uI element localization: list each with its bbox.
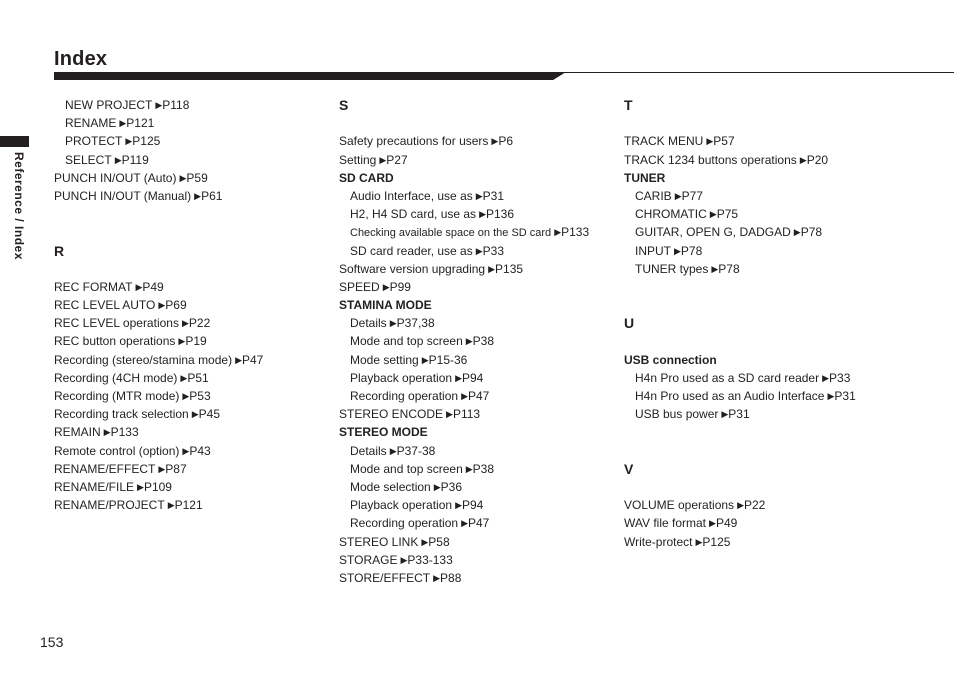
page-arrow-icon: ▶: [158, 300, 166, 311]
page-arrow-icon: ▶: [706, 136, 714, 147]
section-spacer: [624, 278, 914, 314]
side-tab-marker: [0, 136, 29, 147]
index-entry: [624, 242, 914, 260]
index-entry-term: Playback operation: [350, 370, 453, 385]
page-arrow-icon: ▶: [179, 172, 187, 183]
index-entry: [624, 369, 914, 387]
page-reference: P94: [462, 370, 484, 385]
section-spacer: [54, 260, 344, 278]
page-reference: P37,38: [396, 316, 435, 331]
index-entry: [54, 96, 344, 114]
page-arrow-icon: ▶: [465, 463, 473, 474]
index-entry: [54, 496, 344, 514]
page-arrow-icon: ▶: [455, 372, 462, 383]
page-reference: P6: [498, 134, 514, 149]
page-reference: P75: [716, 207, 739, 222]
index-entry: [54, 278, 344, 296]
page-arrow-icon: ▶: [167, 500, 175, 511]
index-entry-term: H4n Pro used as a SD card reader: [635, 370, 820, 385]
index-entry: [54, 369, 344, 387]
page-arrow-icon: ▶: [135, 281, 143, 292]
index-entry-term: Remote control (option): [54, 443, 180, 458]
index-group-heading: [624, 351, 914, 369]
index-entry: [624, 132, 914, 150]
index-entry: [339, 187, 629, 205]
page-reference: P45: [198, 407, 221, 422]
page-arrow-icon: ▶: [178, 336, 186, 347]
index-entry-term: Recording operation: [350, 516, 459, 531]
index-entry: [624, 187, 914, 205]
page-arrow-icon: ▶: [479, 209, 486, 220]
page-arrow-icon: ▶: [103, 427, 111, 438]
page-arrow-icon: ▶: [389, 445, 397, 456]
index-entry-term: VOLUME operations: [624, 498, 735, 513]
section-spacer: [339, 114, 629, 132]
page-arrow-icon: ▶: [421, 354, 429, 365]
index-entry: [54, 423, 344, 441]
page-arrow-icon: ▶: [194, 190, 202, 201]
page-reference: P36: [440, 479, 462, 494]
index-entry-term: SD card reader, use as: [350, 243, 473, 258]
section-spacer: [624, 332, 914, 350]
page-reference: P31: [728, 407, 750, 422]
page-reference: P77: [681, 188, 703, 203]
page-arrow-icon: ▶: [379, 154, 387, 165]
index-entry-term: TRACK MENU: [624, 134, 704, 149]
index-entry: [339, 533, 629, 551]
index-entry-term: Recording (4CH mode): [54, 370, 178, 385]
index-entry: [339, 278, 629, 296]
page-arrow-icon: ▶: [382, 281, 390, 292]
page-reference: P99: [389, 279, 411, 294]
page-arrow-icon: ▶: [137, 481, 144, 492]
index-entry: [54, 351, 344, 369]
section-spacer: [624, 114, 914, 132]
index-entry-term: REC LEVEL operations: [54, 316, 179, 331]
index-entry-term: PROTECT: [65, 134, 123, 149]
index-entry-term: H2, H4 SD card, use as: [350, 207, 477, 222]
page-reference: P22: [188, 316, 211, 331]
page-reference: P47: [242, 352, 264, 367]
index-entry-term: WAV file format: [624, 516, 707, 531]
side-tab-label: Reference / Index: [12, 152, 26, 260]
page-reference: P109: [143, 479, 172, 494]
page-arrow-icon: ▶: [793, 227, 801, 238]
page-reference: P121: [126, 116, 155, 131]
page-arrow-icon: ▶: [461, 518, 468, 529]
page-reference: P31: [482, 188, 505, 203]
index-entry-term: PUNCH IN/OUT (Auto): [54, 170, 177, 185]
page-reference: P58: [428, 534, 450, 549]
page-reference: P94: [462, 498, 484, 513]
index-entry-term: STEREO MODE: [339, 425, 428, 440]
index-entry-term: CHROMATIC: [635, 207, 707, 222]
page-reference: P59: [186, 170, 208, 185]
page-reference: P43: [189, 443, 211, 458]
page-reference: P51: [187, 370, 209, 385]
index-entry-term: REMAIN: [54, 425, 101, 440]
page-reference: P61: [201, 188, 223, 203]
page-reference: P15-36: [428, 352, 468, 367]
index-group-heading: [339, 169, 629, 187]
page-arrow-icon: ▶: [400, 554, 408, 565]
page-reference: P47: [468, 516, 490, 531]
page-reference: P20: [806, 152, 829, 167]
index-group-heading: [339, 423, 629, 441]
index-entry-term: Details: [350, 316, 387, 331]
index-entry-term: REC button operations: [54, 334, 176, 349]
index-entry: [339, 442, 629, 460]
page-reference: P133: [561, 225, 590, 240]
index-entry-term: Recording (MTR mode): [54, 389, 180, 404]
page-reference: P33-133: [407, 552, 453, 567]
page-arrow-icon: ▶: [181, 318, 189, 329]
index-entry: [339, 205, 629, 223]
index-group-heading: [624, 169, 914, 187]
index-entry-term: SD CARD: [339, 170, 394, 185]
index-entry-term: USB connection: [624, 352, 717, 367]
index-entry: [54, 296, 344, 314]
index-entry-term: H4n Pro used as an Audio Interface: [635, 389, 825, 404]
index-entry-term: Mode and top screen: [350, 461, 463, 476]
section-spacer: [54, 205, 344, 241]
index-entry: [54, 114, 344, 132]
index-entry: [624, 496, 914, 514]
section-letter-heading: U: [624, 315, 635, 332]
index-entry-term: SPEED: [339, 279, 380, 294]
page-reference: P119: [121, 152, 149, 167]
page-reference: P78: [718, 261, 740, 276]
index-entry-term: Write-protect: [624, 534, 693, 549]
index-entry: [339, 496, 629, 514]
page-reference: P33: [482, 243, 505, 258]
index-entry: [54, 405, 344, 423]
index-entry-term: Checking available space on the SD card: [350, 227, 552, 240]
index-entry-term: RENAME/PROJECT: [54, 498, 165, 513]
page-arrow-icon: ▶: [822, 372, 830, 383]
page-reference: P49: [142, 279, 164, 294]
page-reference: P87: [165, 461, 187, 476]
index-column-3: [624, 96, 914, 551]
page-arrow-icon: ▶: [446, 409, 453, 420]
page-arrow-icon: ▶: [155, 100, 163, 110]
page-arrow-icon: ▶: [421, 536, 429, 547]
page-reference: P33: [829, 370, 851, 385]
page-reference: P135: [495, 261, 524, 276]
index-entry-term: SELECT: [65, 152, 112, 167]
index-column-1: [54, 96, 344, 514]
index-entry-term: Recording operation: [350, 389, 459, 403]
index-entry-term: Software version upgrading: [339, 261, 486, 276]
index-entry-term: INPUT: [635, 243, 671, 258]
index-entry: [54, 478, 344, 496]
index-entry: [54, 387, 344, 405]
page-reference: P57: [713, 134, 735, 149]
section-letter-heading: R: [54, 242, 65, 259]
index-entry-term: Details: [350, 443, 387, 458]
index-entry-term: Mode selection: [350, 479, 431, 494]
index-entry-term: Playback operation: [350, 498, 453, 513]
index-entry: [339, 551, 629, 569]
header-rule-thick: [54, 72, 566, 80]
index-entry-term: RENAME/EFFECT: [54, 461, 156, 476]
page-reference: P88: [440, 570, 462, 585]
page-reference: P38: [472, 461, 495, 476]
page-title: Index: [54, 48, 108, 70]
index-entry: [54, 187, 344, 205]
index-entry: [339, 405, 629, 423]
page-arrow-icon: ▶: [433, 481, 441, 492]
index-entry: [624, 151, 914, 169]
page-arrow-icon: ▶: [180, 372, 188, 383]
page-arrow-icon: ▶: [488, 263, 496, 274]
index-entry: [339, 387, 629, 405]
index-entry-term: TUNER types: [635, 261, 709, 276]
page-arrow-icon: ▶: [235, 354, 242, 365]
section-letter-heading: T: [624, 97, 633, 113]
index-entry-term: Mode and top screen: [350, 334, 463, 349]
index-entry: [624, 405, 914, 423]
index-entry: [339, 514, 629, 532]
index-entry-term: Setting: [339, 152, 377, 167]
page-arrow-icon: ▶: [475, 245, 483, 256]
index-entry-term: Audio Interface, use as: [350, 188, 473, 203]
index-entry: [54, 151, 344, 169]
page-arrow-icon: ▶: [721, 409, 729, 420]
index-entry: [339, 242, 629, 260]
page-arrow-icon: ▶: [711, 263, 719, 274]
page-number: 153: [40, 634, 64, 650]
page-arrow-icon: ▶: [455, 500, 462, 511]
page-reference: P118: [162, 98, 190, 112]
index-entry-term: STORE/EFFECT: [339, 570, 431, 585]
index-entry: [339, 314, 629, 332]
index-entry: [339, 460, 629, 478]
page-arrow-icon: ▶: [119, 118, 127, 129]
index-entry-term: Safety precautions for users: [339, 134, 489, 149]
page-arrow-icon: ▶: [158, 463, 166, 474]
header-rule-thin: [540, 72, 954, 73]
page-reference: P22: [743, 498, 766, 513]
index-entry-term: STEREO LINK: [339, 534, 419, 549]
page-arrow-icon: ▶: [709, 518, 716, 529]
page-reference: P121: [174, 498, 203, 513]
index-entry: [54, 132, 344, 150]
index-entry: [624, 260, 914, 278]
page-reference: P49: [715, 516, 738, 531]
section-spacer: [624, 478, 914, 496]
index-entry: [339, 351, 629, 369]
index-entry-term: USB bus power: [635, 407, 719, 422]
page-reference: P78: [800, 225, 823, 240]
section-letter-heading: S: [339, 97, 349, 113]
index-entry: [54, 314, 344, 332]
page-arrow-icon: ▶: [182, 445, 190, 456]
page-arrow-icon: ▶: [737, 500, 744, 511]
page-arrow-icon: ▶: [125, 136, 133, 147]
page-arrow-icon: ▶: [674, 245, 681, 256]
index-entry-term: STAMINA MODE: [339, 298, 432, 313]
page-reference: P47: [468, 389, 490, 403]
index-entry-term: GUITAR, OPEN G, DADGAD: [635, 225, 791, 240]
index-entry: [54, 169, 344, 187]
index-entry: [339, 223, 629, 241]
page-arrow-icon: ▶: [114, 154, 122, 165]
index-entry: [624, 223, 914, 241]
index-entry: [339, 569, 629, 587]
index-entry: [339, 151, 629, 169]
page-arrow-icon: ▶: [191, 409, 199, 420]
index-entry: [339, 478, 629, 496]
page-arrow-icon: ▶: [554, 227, 562, 238]
page-reference: P37-38: [396, 443, 436, 458]
page-arrow-icon: ▶: [182, 391, 190, 402]
page-reference: P27: [386, 152, 408, 167]
index-entry-term: Mode setting: [350, 352, 419, 367]
index-entry-term: TRACK 1234 buttons operations: [624, 152, 797, 167]
section-spacer: [624, 423, 914, 459]
page-arrow-icon: ▶: [674, 190, 682, 201]
index-entry-term: RENAME/FILE: [54, 479, 135, 494]
index-entry: [624, 514, 914, 532]
page-arrow-icon: ▶: [799, 154, 807, 165]
page-arrow-icon: ▶: [491, 136, 499, 147]
page-reference: P78: [680, 243, 703, 258]
index-entry: [624, 533, 914, 551]
index-entry: [624, 387, 914, 405]
index-entry: [339, 260, 629, 278]
index-entry: [54, 442, 344, 460]
index-entry-term: Recording (stereo/stamina mode): [54, 352, 233, 367]
index-entry: [624, 205, 914, 223]
section-letter-heading: V: [624, 460, 634, 477]
page-arrow-icon: ▶: [433, 572, 441, 583]
page-arrow-icon: ▶: [827, 391, 835, 402]
page-arrow-icon: ▶: [475, 190, 483, 201]
page-reference: P125: [702, 534, 731, 549]
index-entry: [339, 369, 629, 387]
page-arrow-icon: ▶: [695, 536, 703, 547]
page-reference: P19: [185, 334, 207, 349]
index-entry: [339, 132, 629, 150]
index-entry-term: STORAGE: [339, 552, 398, 567]
index-entry-term: REC FORMAT: [54, 279, 133, 294]
index-entry-term: TUNER: [624, 170, 666, 185]
index-entry-term: NEW PROJECT: [65, 98, 153, 112]
index-entry: [339, 332, 629, 350]
page-reference: P125: [132, 134, 161, 149]
page-reference: P136: [485, 207, 515, 222]
page-reference: P31: [834, 389, 856, 404]
index-group-heading: [339, 296, 629, 314]
page-reference: P38: [472, 334, 495, 349]
page-arrow-icon: ▶: [389, 318, 397, 329]
page-arrow-icon: ▶: [465, 336, 473, 347]
page-reference: P69: [165, 298, 187, 313]
index-entry-term: STEREO ENCODE: [339, 407, 444, 422]
index-entry-term: PUNCH IN/OUT (Manual): [54, 188, 192, 203]
page-reference: P133: [110, 425, 139, 440]
index-entry-term: REC LEVEL AUTO: [54, 298, 156, 313]
index-entry-term: Recording track selection: [54, 407, 189, 422]
index-entry-term: CARIB: [635, 188, 672, 203]
index-entry: [54, 460, 344, 478]
page-arrow-icon: ▶: [461, 391, 468, 401]
index-entry-term: RENAME: [65, 116, 117, 131]
index-entry: [54, 332, 344, 350]
page-reference: P53: [189, 389, 211, 404]
index-column-2: [339, 96, 629, 587]
page-reference: P113: [452, 407, 481, 422]
page-arrow-icon: ▶: [709, 209, 717, 220]
